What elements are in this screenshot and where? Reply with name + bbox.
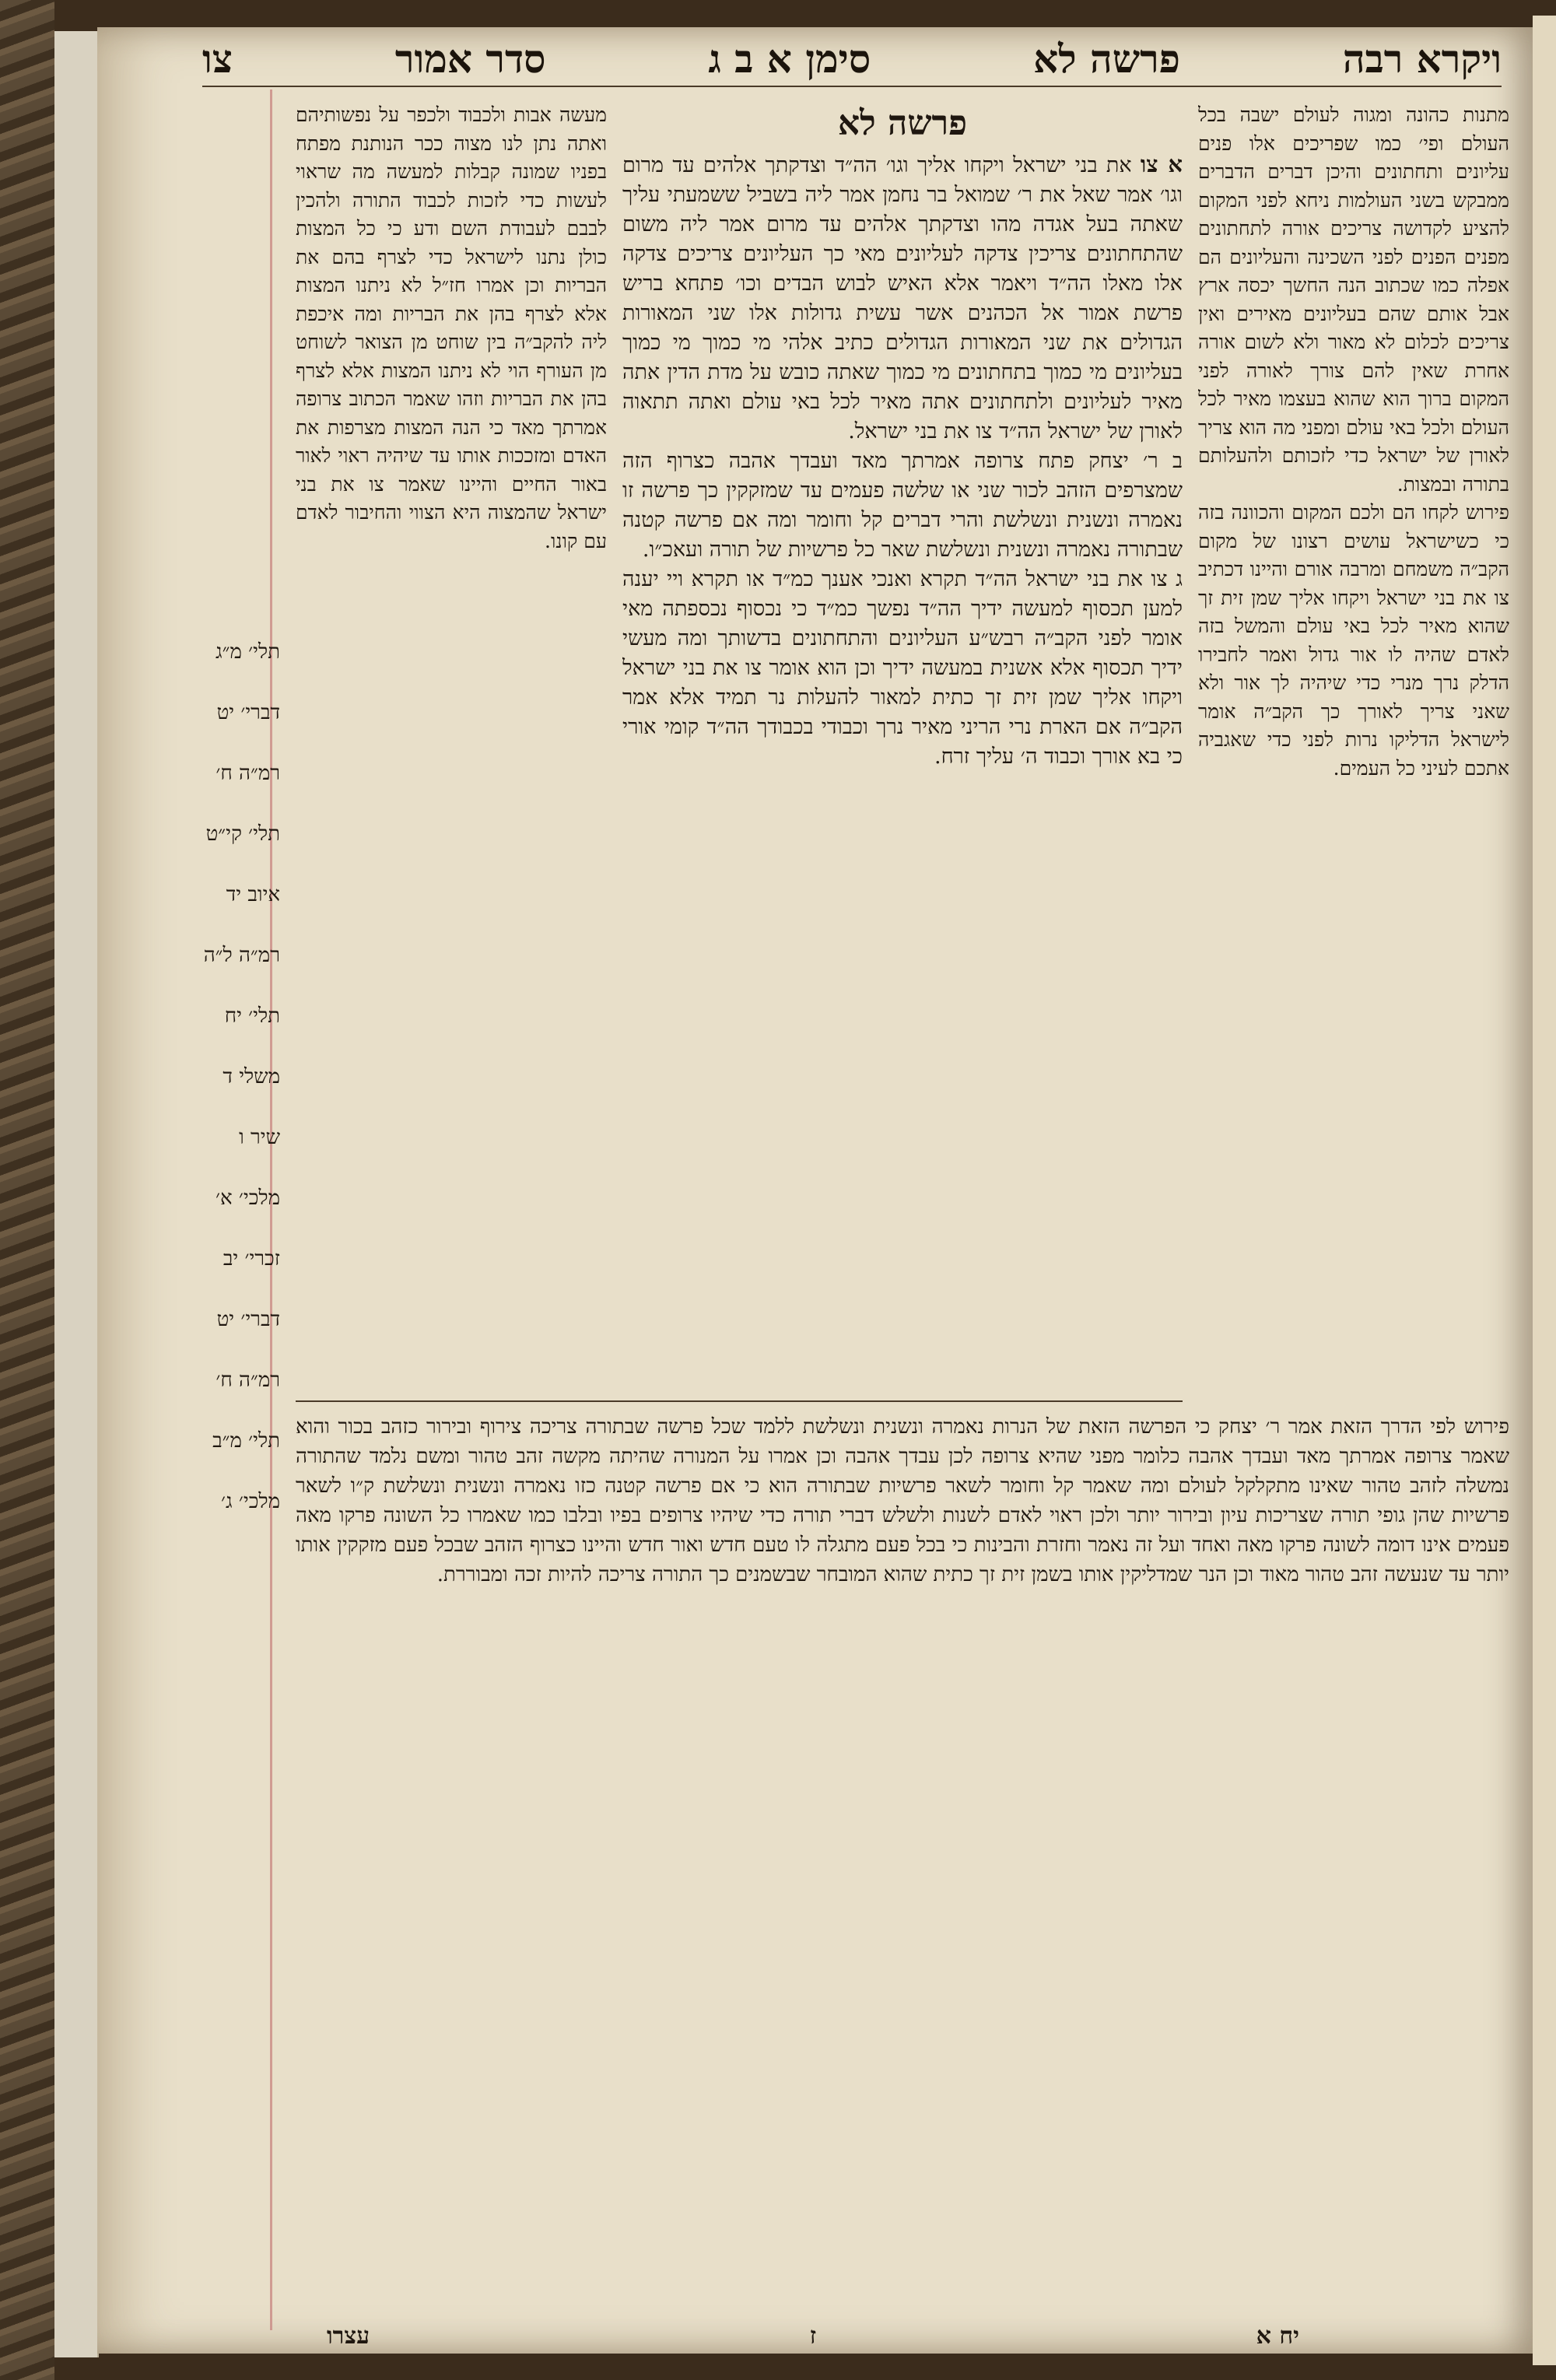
margin-reference: זכרי׳ יב [223,1247,280,1271]
header-siman: סימן א ב ג [708,35,871,82]
main-text-section-a: את בני ישראל ויקחו אליך וגו׳ הה״ד וצדקתך אלהים עד מרום וגו׳ אמר שאל את ר׳ שמואל בר נחמן אמר ליה בשביל ששמעתי עליך שאתה בעל אגדה מהו וצדקתך אלהים עד מרום אמר ליה משום שהתחתונים צריכין צדקה לעליונים מאי כך העליונים צריכים צדקה אלו מאלו הה״ד ויאמר אלא האיש לבוש הבדים וכו׳ פתחא בריש פרשת אמור אל הכהנים אשר עשית גדולות אלו שני המאורות הגדולים את שני המאורות הגדולים כתיב אלהי מי כמוך מי כמוך בעליונים מי כמוך בתחתונים מי כמוך שאתה כובש על מדת הדין אתה מאיר לעליונים ולתחתונים אתה מאיר לכל באי עולם ואתה תתאוה לאורן של ישראל הה״ד צו את בני ישראל. [622,153,1183,443]
commentary-left: מעשה אבות ולכבוד ולכפר על נפשותיהם ואתה נתן לנו מצוה ככר הנותנת מפתח בפניו שמונה קבלות למעשה מה שראוי לעשות כדי לזכות לכבוד התורה ולהכין לבבם לעבודת השם ודע כי כל המצות כולן נתנו לישראל כדי לצרף בהם את הבריות וכן אמרו חז״ל לא ניתנו המצות אלא לצרף בהן את הבריות ומה איכפת ליה להקב״ה בין שוחט מן הצואר לשוחט מן העורף הוי לא ניתנו המצות אלא לצרף בהן את הבריות וזהו שאמר הכתוב צרופה אמרתך מאד כי הנה המצות מצרפות את האדם ומזככות אותו עד שיהיה ראוי לאור באור החיים והיינו שאמר צו את בני ישראל שהמצוה היא הצווי והחיבור לאדם עם קונו. [296,103,607,552]
margin-references [179,638,280,1649]
page-footer [327,2319,1299,2353]
commentary-right-column [1198,101,1509,1408]
commentary-bottom-block [296,1412,1509,2268]
margin-reference: רמ״ה ל״ה [203,944,280,967]
adjacent-page-edge [1533,16,1556,2365]
main-text-section-b: ב ר׳ יצחק פתח צרופה אמרתך מאד ועבדך אהבה כצרוף הזה שמצרפים הזהב לכור שני או שלשה פעמים עד שמזקקין כך פרשה זו נאמרה ונשנית ונשלשת והרי דברים קל וחומר ומה אם פרשה קטנה שבתורה נאמרה ונשנית ונשלשת שאר כל פרשיות של תורה ועאכ״ו. [622,449,1183,562]
margin-reference: מלכי׳ א׳ [216,1186,280,1210]
book-binding [0,0,54,2380]
commentary-bottom: פירוש לפי הדרך הזאת אמר ר׳ יצחק כי הפרשה הזאת של הנרות נאמרה ונשנית ונשלשת ללמד שכל פרשה שבתורה צריכה צירוף ובירור כזהב בכור והוא שאמר צרופה אמרתך מאד ועבדך אהבה כלומר מפני שהיא צרופה לכן עבדך אהבה וכן אמרו על המנורה שהיתה מקשה זהב טהור ומשם נלמד שהתורה נמשלה לזהב טהור שאינו מתקלקל לעולם ומה שאמר קל וחומר לשאר פרשיות שבתורה הוא כי אם פרשה קטנה כזו נאמרה ונשנית ונשלשת ק״ו לשאר פרשיות שהן גופי תורה שצריכות עיון ובירור יותר ולכן ראוי לאדם לשנות ולשלש דברי תורה כדי שיהיו צרופים בפיו ובלבו כמו שאמרו כל השונה פרקו מאה פעמים אינו דומה לשונה פרקו מאה ואחד ועל זה נאמר וחזרת והבינות כי בכל פעם מתגלה לו טעם חדש ואור חדש והיינו כצרוף הזהב שבכל פעם מזקקין אותו יותר עד שנעשה זהב טהור מאוד וכן הנר שמדליקין אותו בשמן זית זך כתית שהוא המובחר שבשמנים כך התורה צריכה להיות זכה ומבוררת. [296,1415,1509,1586]
main-text-section-g: ג צו את בני ישראל הה״ד תקרא ואנכי אענך כמ״ד או תקרא ויי יענה למען תכסוף למעשה ידיך הה״ד נפשך כמ״ד כי נכסוף נכספתה מאי אומר לפני הקב״ה רבש״ע העליונים והתחתונים בדשותך ומה מעשי ידיך תכסוף אלא אשנית במעשה ידיך וכן הוא אומר צו את בני ישראל ויקחו אליך שמן זית זך כתית למאור להעלות נר תמיד אלא אמר הקב״ה אם הארת נרי הריני מאיר נרך וכבודי בכבודך הה״ד קומי אורי כי בא אורך וכבוד ה׳ עליך זרח. [622,567,1183,769]
margin-reference: משלי ד [223,1065,280,1088]
header-page-number: צו [202,35,233,82]
footer-signature: ז [809,2322,817,2350]
margin-reference: איוב יד [226,883,280,906]
margin-reference: תלי׳ קי״ט [205,822,280,846]
parasha-heading: פרשה לא [837,103,968,143]
margin-reference: רמ״ה ח׳ [216,1369,280,1392]
margin-reference: תלי׳ מ״ג [216,640,280,664]
margin-reference: תלי׳ יח [224,1004,280,1028]
header-book: ויקרא רבה [1342,35,1502,82]
margin-reference: דברי׳ יט [216,701,280,724]
margin-reference: שיר ו [239,1126,280,1149]
header-seder: סדר אמור [394,35,546,82]
commentary-right-bottom: פירוש לקחו הם ולכם המקום והכוונה בזה כי כשישראל עושים רצונו של מקום הקב״ה משמחם ומרבה אורם והיינו דכתיב צו את בני ישראל ויקחו אליך שמן זית זך שהוא מאיר לכל באי עולם והמשל בזה לאדם שהיה לו אור גדול ואמר לחבירו הדלק נרך מנרי כדי שיהיה לך אור ולא שאני צריך לאורך כך הקב״ה אומר לישראל הדליקו נרות לפני כדי שאגביה אתכם לעיני כל העמים. [1198,501,1509,780]
main-text-column [622,101,1183,1385]
margin-reference: רמ״ה ח׳ [216,762,280,785]
commentary-left-column [296,101,607,1385]
margin-reference: תלי׳ מ״ב [212,1429,280,1453]
opening-word: א צו [1140,151,1183,177]
commentary-right-top: מתנות כהונה ומגוה לעולם ישבה בכל העולם ופי׳ כמו שפריכים אלו פנים עליונים ותחתונים והיכן דברים הדברים ממבקש בשני העולמות ניחא לפני המקום להציע לקדושה צריכים אורה לתחתונים מפנים הפנים לפני השכינה והעליונים הם אפלה כמו שכתוב הנה החשך יכסה ארץ אבל אותם שהם בעליונים מאירים ואין צריכים לכלום לא מאור ולא לשום אורה אחרת שאין להם צורך לאורה לפני המקום ברוך הוא שהוא בעצמו מאיר לכל העולם ולכל באי עולם ומפני מה הוא צריך לאורן של ישראל כדי לזכותם ולהעלותם בתורה ובמצות. [1198,103,1509,496]
margin-reference: מלכי׳ ג׳ [221,1490,280,1513]
margin-reference: דברי׳ יט [216,1308,280,1331]
cover-edge [54,31,99,2357]
running-header [202,31,1502,87]
footer-left-marks: יח א [1256,2322,1299,2350]
footer-catchword: עצרו [327,2322,370,2350]
section-divider [296,1400,1183,1402]
header-parasha: פרשה לא [1033,35,1180,82]
